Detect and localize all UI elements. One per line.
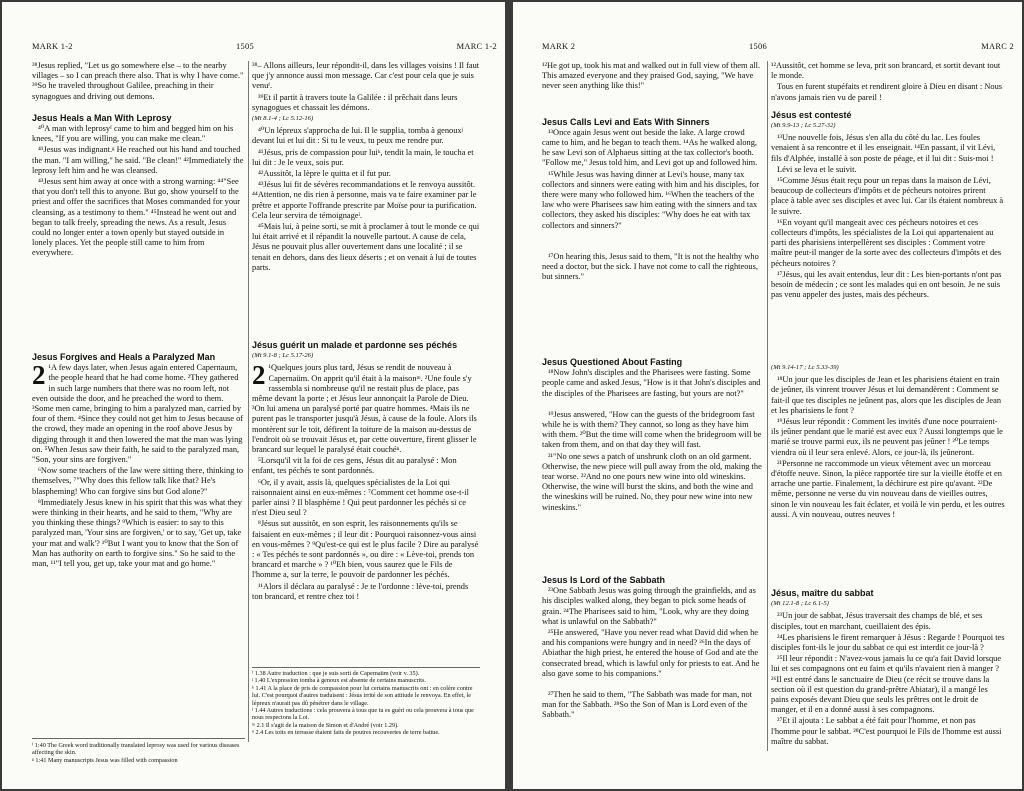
- cross-reference: (Mt 12.1-8 ; Lc 6.1-5): [771, 600, 829, 608]
- verse-paragraph: ¹A few days later, when Jesus again entered Capernaum, the people heard that he had come home. ²They gathered in such large numbers that there was no room left, not even outside the door, and he preached the word to them. ³Some men came, bringing to him a paralyzed man, carried by four of them. ⁴Since they could not get him to Jesus because of the crowd, they made an opening in the roof above Jesus by digging through it and then lowered the mat the man was lying on. ⁵When Jesus saw their faith, he said to the paralyzed man, "Son, your sins are forgiven.": [32, 363, 244, 465]
- footnote: ᵍ 1:41 Many manuscripts Jesus was filled with compassion: [32, 756, 178, 764]
- verse-paragraph: ⁴³Jesus sent him away at once with a strong warning: ⁴⁴"See that you don't tell this to anyone. But go, show yourself to the priest and offer the sacrifices that Moses commanded for your cleansing, as a testimony to them." ⁴⁵Instead he went out and began to talk freely, spreading the news. As a result, Jesus could no longer enter a town openly but stayed outside in lonely places. Yet the people still came to him from everywhere.: [32, 177, 240, 258]
- french-footnotes: [252, 670, 480, 785]
- verse-paragraph: ⁸Immediately Jesus knew in his spirit that this was what they were thinking in their hearts, and he said to them, "Why are you thinking these things? ⁹Which is easier: to say to this paralyzed man, 'Your sins are forgiven,' or to say, 'Get up, take your mat and walk'? ¹⁰But I want you to know that the Son of Man has authority on earth to forgive sins." So he said to the man, ¹¹"I tell you, get up, take your mat and go home.": [32, 497, 242, 569]
- verse-paragraph: ⁸Jésus sut aussitôt, en son esprit, les raisonnements qu'ils se faisaient en eux-mêmes ; il leur dit : Pourquoi raisonnez-vous ainsi en vous-mêmes ? ⁹Qu'est-ce qui est le plus facile ? Dire au paralysé : « Tes péchés te sont pardonnés », ou dire : « Lève-toi, prends ton brancard et marche » ? ¹⁰Eh bien, vous saurez que le Fils de l'homme a, sur la terre, le pouvoir de pardonner les péchés.: [252, 519, 479, 580]
- cross-reference: (Mt 9.14-17 ; Lc 5.33-39): [771, 364, 839, 371]
- left-page: [2, 2, 505, 789]
- verse-paragraph: ¹⁵Comme Jésus était reçu pour un repas dans la maison de Lévi, beaucoup de collecteurs d'impôts et de pécheurs notoires prirent place à table avec ses disciples et avec lui. Car ils étaient nombreux à le suivre.: [771, 176, 1004, 216]
- section-heading: Jésus est contesté: [771, 109, 852, 120]
- section-heading: Jesus Questioned About Fasting: [542, 357, 683, 367]
- french-column-top: [252, 61, 480, 341]
- cross-reference: (Mt 8.1-4 ; Lc 5.12-16): [252, 115, 314, 123]
- verse-paragraph: ²³Un jour de sabbat, Jésus traversait des champs de blé, et ses disciples, tout en marchant, cueillaient des épis.: [771, 611, 983, 631]
- section-heading: Jesus Forgives and Heals a Paralyzed Man: [32, 352, 216, 362]
- verse-paragraph: ⁴⁰A man with leprosyᶠ came to him and begged him on his knees, "If you are willing, you can make me clean.": [32, 124, 234, 144]
- running-head-left: MARK 2: [542, 42, 576, 51]
- verse-paragraph: ¹⁸Now John's disciples and the Pharisees were fasting. Some people came and asked Jesus, "How is it that John's disciples and the disciples of the Pharisees are fasting, but yours are not?": [542, 368, 761, 398]
- verse-paragraph: ²¹"No one sews a patch of unshrunk cloth on an old garment. Otherwise, the new piece will pull away from the old, making the tear worse. ²²And no one pours new wine into old wineskins. Otherwise, the wine will burst the skins, and both the wine and the wineskins will be ruined. No, they pour new wine into new wineskins.": [542, 451, 762, 512]
- column-rule: [767, 61, 768, 751]
- verse-paragraph: ²⁵Il leur répondit : N'avez-vous jamais lu ce qu'a fait David lorsque lui et ses compagnons ont eu faim et qu'ils n'avaient rien à manger ? ²⁶Il est entré dans le sanctuaire de Dieu (ce récit se trouve dans la section où il est question du grand-prêtre Abiatar), il a mangé les pains exposés devant Dieu que seuls les prêtres ont le droit de manger, et il en a donné aussi à ses compagnons.: [771, 654, 1002, 715]
- section-heading: Jésus guérit un malade et pardonne ses péchés: [252, 340, 458, 350]
- footnote: ᶠ 1:40 The Greek word traditionally translated leprosy was used for various diseases affecting the skin.: [32, 742, 240, 757]
- running-head-right: MARC 2: [981, 42, 1014, 51]
- verse-paragraph: ⁴⁰Un lépreux s'approcha de lui. Il le supplia, tomba à genouxʲ devant lui et lui dit : Si tu le veux, tu peux me rendre pur.: [252, 126, 463, 146]
- verse-paragraph: ¹Quelques jours plus tard, Jésus se rendit de nouveau à Capernaüm. On apprit qu'il était à la maisonᵐ. ²Une foule s'y rassembla si nombreuse qu'il ne restait plus de place, pas même devant la porte ; et Jésus leur annonçait la Parole de Dieu. ³On lui amena un paralysé porté par quatre hommes. ⁴Mais ils ne purent pas le transporter jusqu'à Jésus, à cause de la foule. Alors ils montèrent sur le toit, défirent la toiture de la maison au-dessus de l'endroit où se trouvait Jésus et, par cette ouverture, firent glisser le brancard sur lequel le paralysé était couchéⁿ.: [252, 363, 477, 455]
- verse-paragraph: ⁶Or, il y avait, assis là, quelques spécialistes de la Loi qui raisonnaient ainsi en eux-mêmes : ⁷Comment cet homme ose-t-il parler ainsi ? Il blasphème ! Qui peut pardonner les péchés si ce n'est Dieu seul ?: [252, 477, 469, 518]
- verse-paragraph: ¹⁷On hearing this, Jesus said to them, "It is not the healthy who need a doctor, but the sick. I have not come to call the righteous, but sinners.": [542, 251, 759, 282]
- running-head-right: MARC 1-2: [456, 42, 497, 51]
- verse-paragraph: ⁴³Jésus lui fit de sévères recommandations et le renvoya aussitôt. ⁴⁴Attention, ne dis rien à personne, mais va te faire examiner par le prêtre et apporte l'offrande prescrite par Moïse pour ta purification. Cela leur servira de témoignageˡ.: [252, 180, 477, 220]
- verse-paragraph: ⁵Lorsqu'il vit la foi de ces gens, Jésus dit au paralysé : Mon enfant, tes péchés te sont pardonnés.: [252, 456, 457, 476]
- column-rule: [248, 61, 249, 742]
- french-column-bottom: [771, 588, 1005, 753]
- verse-paragraph: ⁴¹Jésus, pris de compassion pour luiᵏ, tendit la main, le toucha et lui dit : Je le veux, sois pur.: [252, 147, 474, 167]
- verse-paragraph: ¹⁹Jesus answered, "How can the guests of the bridegroom fast while he is with them? They cannot, so long as they have him with them. ²⁰But the time will come when the bridegroom will be taken from them, and on that day they will fast.: [542, 409, 762, 450]
- verse-paragraph: ¹²Aussitôt, cet homme se leva, prit son brancard, et sortit devant tout le monde.: [771, 61, 1001, 81]
- cross-reference: (Mt 9.9-13 ; Lc 5.27-32): [771, 122, 836, 130]
- verse-paragraph: ¹²He got up, took his mat and walked out in full view of them all. This amazed everyone and they praised God, saying, "We have never seen anything like this!": [542, 61, 761, 91]
- english-column-middle: [542, 357, 764, 572]
- verse-paragraph: Tous en furent stupéfaits et rendirent gloire à Dieu en disant : Nous n'avons jamais rien vu de pareil !: [771, 82, 1003, 102]
- verse-paragraph: ³⁹Et il partit à travers toute la Galilée : il prêchait dans leurs synagogues et chassait les démons.: [252, 92, 458, 112]
- verse-paragraph: ⁴¹Jesus was indignant.ᵍ He reached out his hand and touched the man. "I am willing," he said. "Be clean!" ⁴²Immediately the leprosy left him and he was cleansed.: [32, 145, 244, 175]
- verse-paragraph: ²¹Personne ne raccommode un vieux vêtement avec un morceau d'étoffe neuve. Sinon, la pièce rapportée tire sur la vieille étoffe et en arrache une partie. Finalement, la déchirure est pire qu'avant. ²²De même, personne ne verse du vin nouveau dans de vieilles outres, sinon le vin nouveau les fait éclater, et voilà le vin perdu, et les outres aussi. A vin nouveau, outres neuves !: [771, 458, 1005, 519]
- verse-paragraph: ¹³Une nouvelle fois, Jésus s'en alla du côté du lac. Les foules venaient à sa rencontre et il les enseignait. ¹⁴En passant, il vit Lévi, fils d'Alphée, installé à son poste de péage, et il lui dit : Suis-moi !: [771, 133, 996, 163]
- footnote: ⁿ 2.4 Les toits en terrasse étaient faits de poutres recouvertes de terre battue.: [252, 729, 440, 737]
- right-page: [513, 2, 1022, 789]
- footnote: ʲ 1.40 L'expression tomba à genoux est absente de certains manuscrits.: [252, 677, 426, 685]
- verse-paragraph: ²⁴Les pharisiens le firent remarquer à Jésus : Regarde ! Pourquoi tes disciples font-ils le jour du sabbat ce qui est interdit ce jour-là ?: [771, 632, 1005, 653]
- verse-paragraph: ¹¹Alors il déclara au paralysé : Je te l'ordonne : lève-toi, prends ton brancard, et rentre chez toi !: [252, 581, 469, 601]
- french-column-bottom: [252, 340, 480, 662]
- verse-paragraph: ¹⁶En voyant qu'il mangeait avec ces pécheurs notoires et ces collecteurs d'impôts, les spécialistes de la Loi qui appartenaient au parti des pharisiens interpellèrent ses disciples : Comment votre maître peut-il manger de la sorte avec des collecteurs d'impôts et des pécheurs notoires ?: [771, 217, 1002, 268]
- footnote: ᶠ 1.38 Autre traduction : que je suis sorti de Capernaüm (voir v. 35).: [252, 670, 420, 677]
- verse-paragraph: ¹⁹Jésus leur répondit : Comment les invités d'une noce pourraient-ils jeûner pendant que le marié est avec eux ? Aussi longtemps que le marié se trouve parmi eux, ils ne peuvent pas jeûner ! ²⁰Le temps viendra où il leur sera enlevé. Alors, ce jour-là, ils jeûneront.: [771, 417, 1003, 457]
- section-heading: Jesus Calls Levi and Eats With Sinners: [542, 116, 710, 127]
- verse-paragraph: ³⁸– Allons ailleurs, leur répondit-il, dans les villages voisins ! Il faut que j'y annonce aussi mon message. Car c'est pour cela que je suis venuᶠ.: [252, 61, 480, 91]
- verse-paragraph: ⁴⁵Mais lui, à peine sorti, se mit à proclamer à tout le monde ce qui lui était arrivé et il répandit la nouvelle partout. A cause de cela, Jésus ne pouvait plus aller ouvertement dans une localité ; il se tenait en dehors, dans des lieux déserts ; et on venait à lui de toutes parts.: [252, 222, 480, 272]
- english-footnotes: [32, 742, 245, 782]
- verse-paragraph: ¹⁸Un jour que les disciples de Jean et les pharisiens étaient en train de jeûner, ils vinrent trouver Jésus et lui demandèrent : Comment se fait-il que tes disciples ne jeûnent pas, alors que les disciples de Jean et les pharisiens le font ?: [771, 375, 1002, 415]
- english-column-top: [542, 61, 764, 351]
- chapter-number: 2: [252, 360, 266, 391]
- verse-paragraph: Lévi se leva et le suivit.: [777, 164, 857, 174]
- cross-reference: (Mt 9.1-8 ; Lc 5.17-26): [252, 352, 314, 360]
- english-column-bottom: [32, 352, 245, 677]
- verse-paragraph: ¹³Once again Jesus went out beside the lake. A large crowd came to him, and he began to teach them. ¹⁴As he walked along, he saw Levi son of Alphaeus sitting at the tax collector's booth. "Follow me," Jesus told him, and Levi got up and followed him.: [542, 127, 758, 168]
- page-number: 1505: [236, 42, 254, 51]
- footnote-rule: [32, 738, 245, 739]
- verse-paragraph: ²⁵He answered, "Have you never read what David did when he and his companions were hungry and in need? ²⁶In the days of Abiathar the high priest, he entered the house of God and ate the consecrated bread, which is lawful only for priests to eat. And he also gave some to his companions.": [542, 628, 760, 678]
- verse-paragraph: ²³One Sabbath Jesus was going through the grainfields, and as his disciples walked along, they began to pick some heads of grain. ²⁴The Pharisees said to him, "Look, why are they doing what is unlawful on the Sabbath?": [542, 586, 756, 626]
- page-number: 1506: [749, 42, 767, 51]
- verse-paragraph: ¹⁷Jésus, qui les avait entendus, leur dit : Les bien-portants n'ont pas besoin de médecin ; ce sont les malades qui en ont besoin. Je ne suis pas venu appeler des justes, mais des pécheurs.: [771, 269, 1002, 300]
- verse-paragraph: ²⁷Et il ajouta : Le sabbat a été fait pour l'homme, et non pas l'homme pour le sabbat. ²⁸C'est pourquoi le Fils de l'homme est aussi maître du sabbat.: [771, 716, 1002, 746]
- verse-paragraph: ⁶Now some teachers of the law were sitting there, thinking to themselves, ⁷"Why does this fellow talk like that? He's blaspheming! Who can forgive sins but God alone?": [32, 466, 244, 496]
- footnote: ᵐ 2.1 Il s'agit de la maison de Simon et d'André (voir 1.29).: [252, 721, 399, 729]
- english-column-bottom: [542, 575, 764, 750]
- french-column-top: [771, 61, 1005, 361]
- verse-paragraph: ¹⁵While Jesus was having dinner at Levi's house, many tax collectors and sinners were eating with him and his disciples, for there were many who followed him. ¹⁶When the teachers of the law who were Pharisees saw him eating with the sinners and tax collectors, they asked his disciples: "Why does he eat with tax collectors and sinners?": [542, 169, 759, 230]
- section-heading: Jesus Is Lord of the Sabbath: [542, 575, 666, 585]
- footnote: ᵏ 1.41 A la place de pris de compassion pour lui certains manuscrits ont : en colère contre lui. C'est pourquoi d'autres traduisent : Jésus irrité de son attitude le renvoya. En effet, le lépreux n'aurait pas dû pénétrer dans le village.: [252, 684, 473, 707]
- verse-paragraph: ⁴²Aussitôt, la lèpre le quitta et il fut pur.: [258, 169, 391, 179]
- french-column-middle: [771, 363, 1005, 585]
- verse-paragraph: ²⁷Then he said to them, "The Sabbath was made for man, not man for the Sabbath. ²⁸So the Son of Man is Lord even of the Sabbath.": [542, 690, 752, 720]
- footnote: ˡ 1.44 Autres traductions : cela prouvera à tous que tu es guéri ou cela prouvera à tous que nous respectons la Loi.: [252, 707, 474, 722]
- section-heading: Jésus, maître du sabbat: [771, 588, 874, 598]
- verse-paragraph: ³⁸Jesus replied, "Let us go somewhere else – to the nearby villages – so I can preach there also. That is why I have come." ³⁹So he traveled throughout Galilee, preaching in their synagogues and driving out demons.: [32, 61, 244, 101]
- footnote-rule: [252, 667, 480, 668]
- english-column-top: [32, 61, 245, 341]
- running-head-left: MARK 1-2: [32, 42, 73, 51]
- chapter-number: 2: [32, 360, 46, 391]
- section-heading: Jesus Heals a Man With Leprosy: [32, 112, 172, 123]
